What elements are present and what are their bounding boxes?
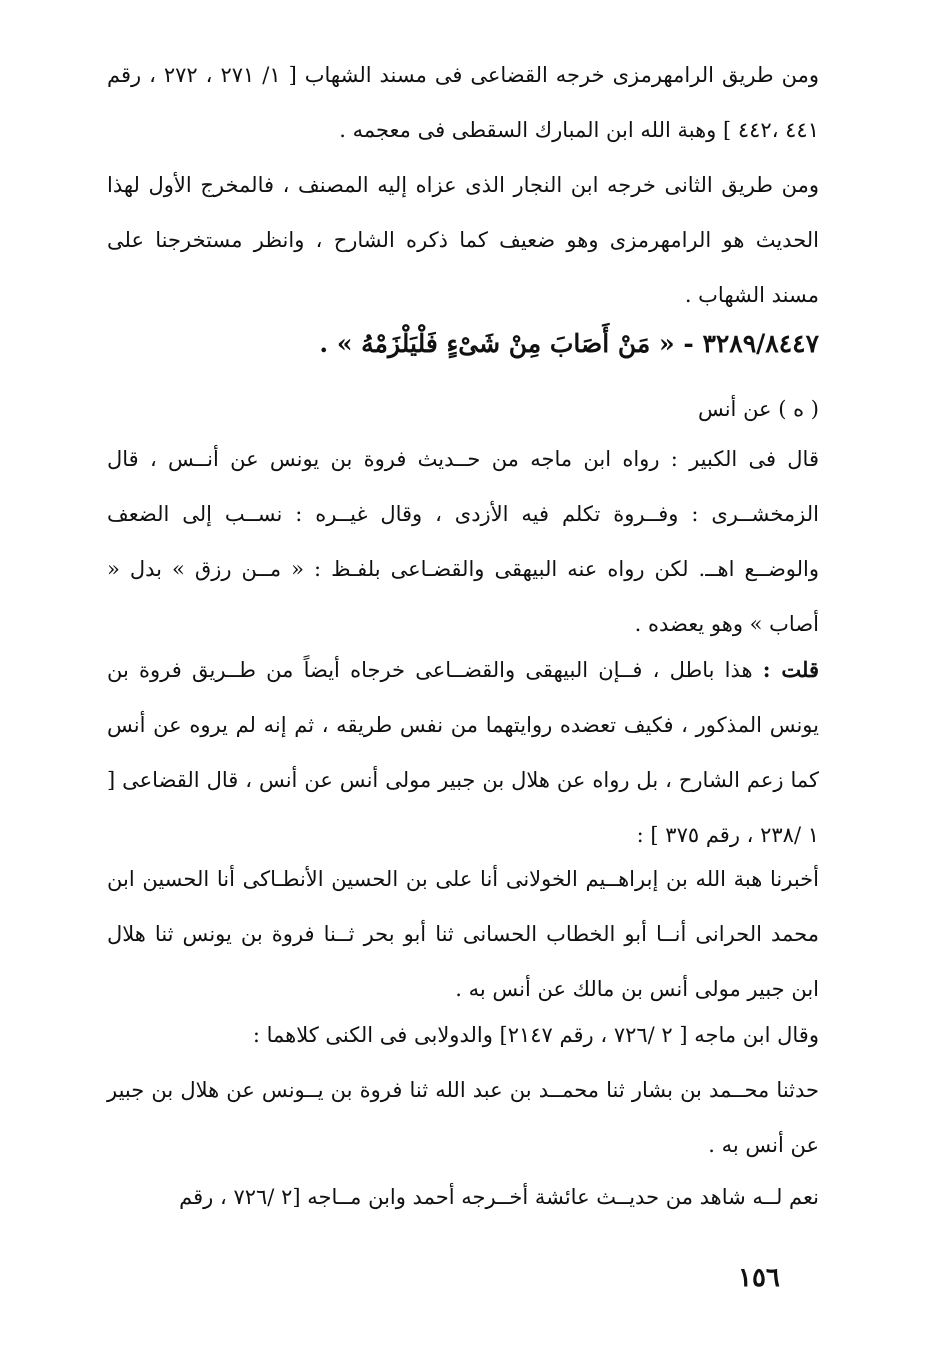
paragraph-ramahurmuzi-route: ومن طريق الرامهرمزى خرجه القضاعى فى مسند الشهاب [ ١/ ٢٧١ ، ٢٧٢ ، رقم ٤٤١ ،٤٤٢ ] وهبة الله ابن المبارك السقطى فى معجمه .: [107, 63, 819, 142]
hadith-text: ٣٢٨٩/٨٤٤٧ - « مَنْ أَصَابَ مِنْ شَىْءٍ فَلْيَلْزَمْهُ » .: [319, 329, 819, 358]
paragraph-isnad-ibn-majah: حدثنا محــمد بن بشار ثنا محمــد بن عبد الله ثنا فروة بن يــونس عن هلال بن جبير عن أنس به .: [107, 1078, 819, 1157]
paragraph-al-kabir-quote: قال فى الكبير : رواه ابن ماجه من حــديث فروة بن يونس عن أنــس ، قال الزمخشــرى : وفــروة تكلم فيه الأزدى ، وقال غيــره : نســب إلى الضعف والوضــع اهــ. لكن رواه عنه البيهقى والقضـاعى بلفـظ : « مــن رزق » بدل « أصاب » وهو يعضده .: [107, 447, 819, 636]
paragraph-isnad-qudai: أخبرنا هبة الله بن إبراهــيم الخولانى أنا على بن الحسين الأنطـاكى أنا الحسين ابن محمد الحرانى أنــا أبو الخطاب الحسانى ثنا أبو بحر ثــنا فروة بن يونس ثنا هلال ابن جبير مولى أنس بن مالك عن أنس به .: [107, 867, 819, 1001]
page-number: ١٥٦: [738, 1263, 780, 1293]
qult-text: هذا باطل ، فــإن البيهقى والقضــاعى خرجاه أيضاً من طــريق فروة بن يونس المذكور ، فكيف تعضده روايتهما من نفس طريقه ، ثم إنه لم يروه عن أنس كما زعم الشارح ، بل رواه عن هلال بن جبير مولى أنس عن أنس ، قال القضاعى [ ١ /٢٣٨ ، رقم ٣٧٥ ] :: [107, 658, 819, 847]
paragraph-aisha-witness: نعم لــه شاهد من حديــث عائشة أخــرجه أحمد وابن مــاجه [٢ /٧٢٦ ، رقم: [179, 1185, 819, 1209]
paragraph-ibn-majah: وقال ابن ماجه [ ٢ /٧٢٦ ، رقم ٢١٤٧] والدولابى فى الكنى كلاهما :: [252, 1023, 819, 1047]
paragraph-second-route: ومن طريق الثانى خرجه ابن النجار الذى عزاه إليه المصنف ، فالمخرج الأول لهذا الحديث هو الرامهرمزى وهو ضعيف كما ذكره الشارح ، وانظر مستخرجنا على مسند الشهاب .: [107, 173, 819, 307]
qult-label: قلت :: [762, 657, 819, 682]
paragraph-qult: [107, 642, 819, 863]
hadith-source: ( ه ) عن أنس: [697, 397, 819, 421]
